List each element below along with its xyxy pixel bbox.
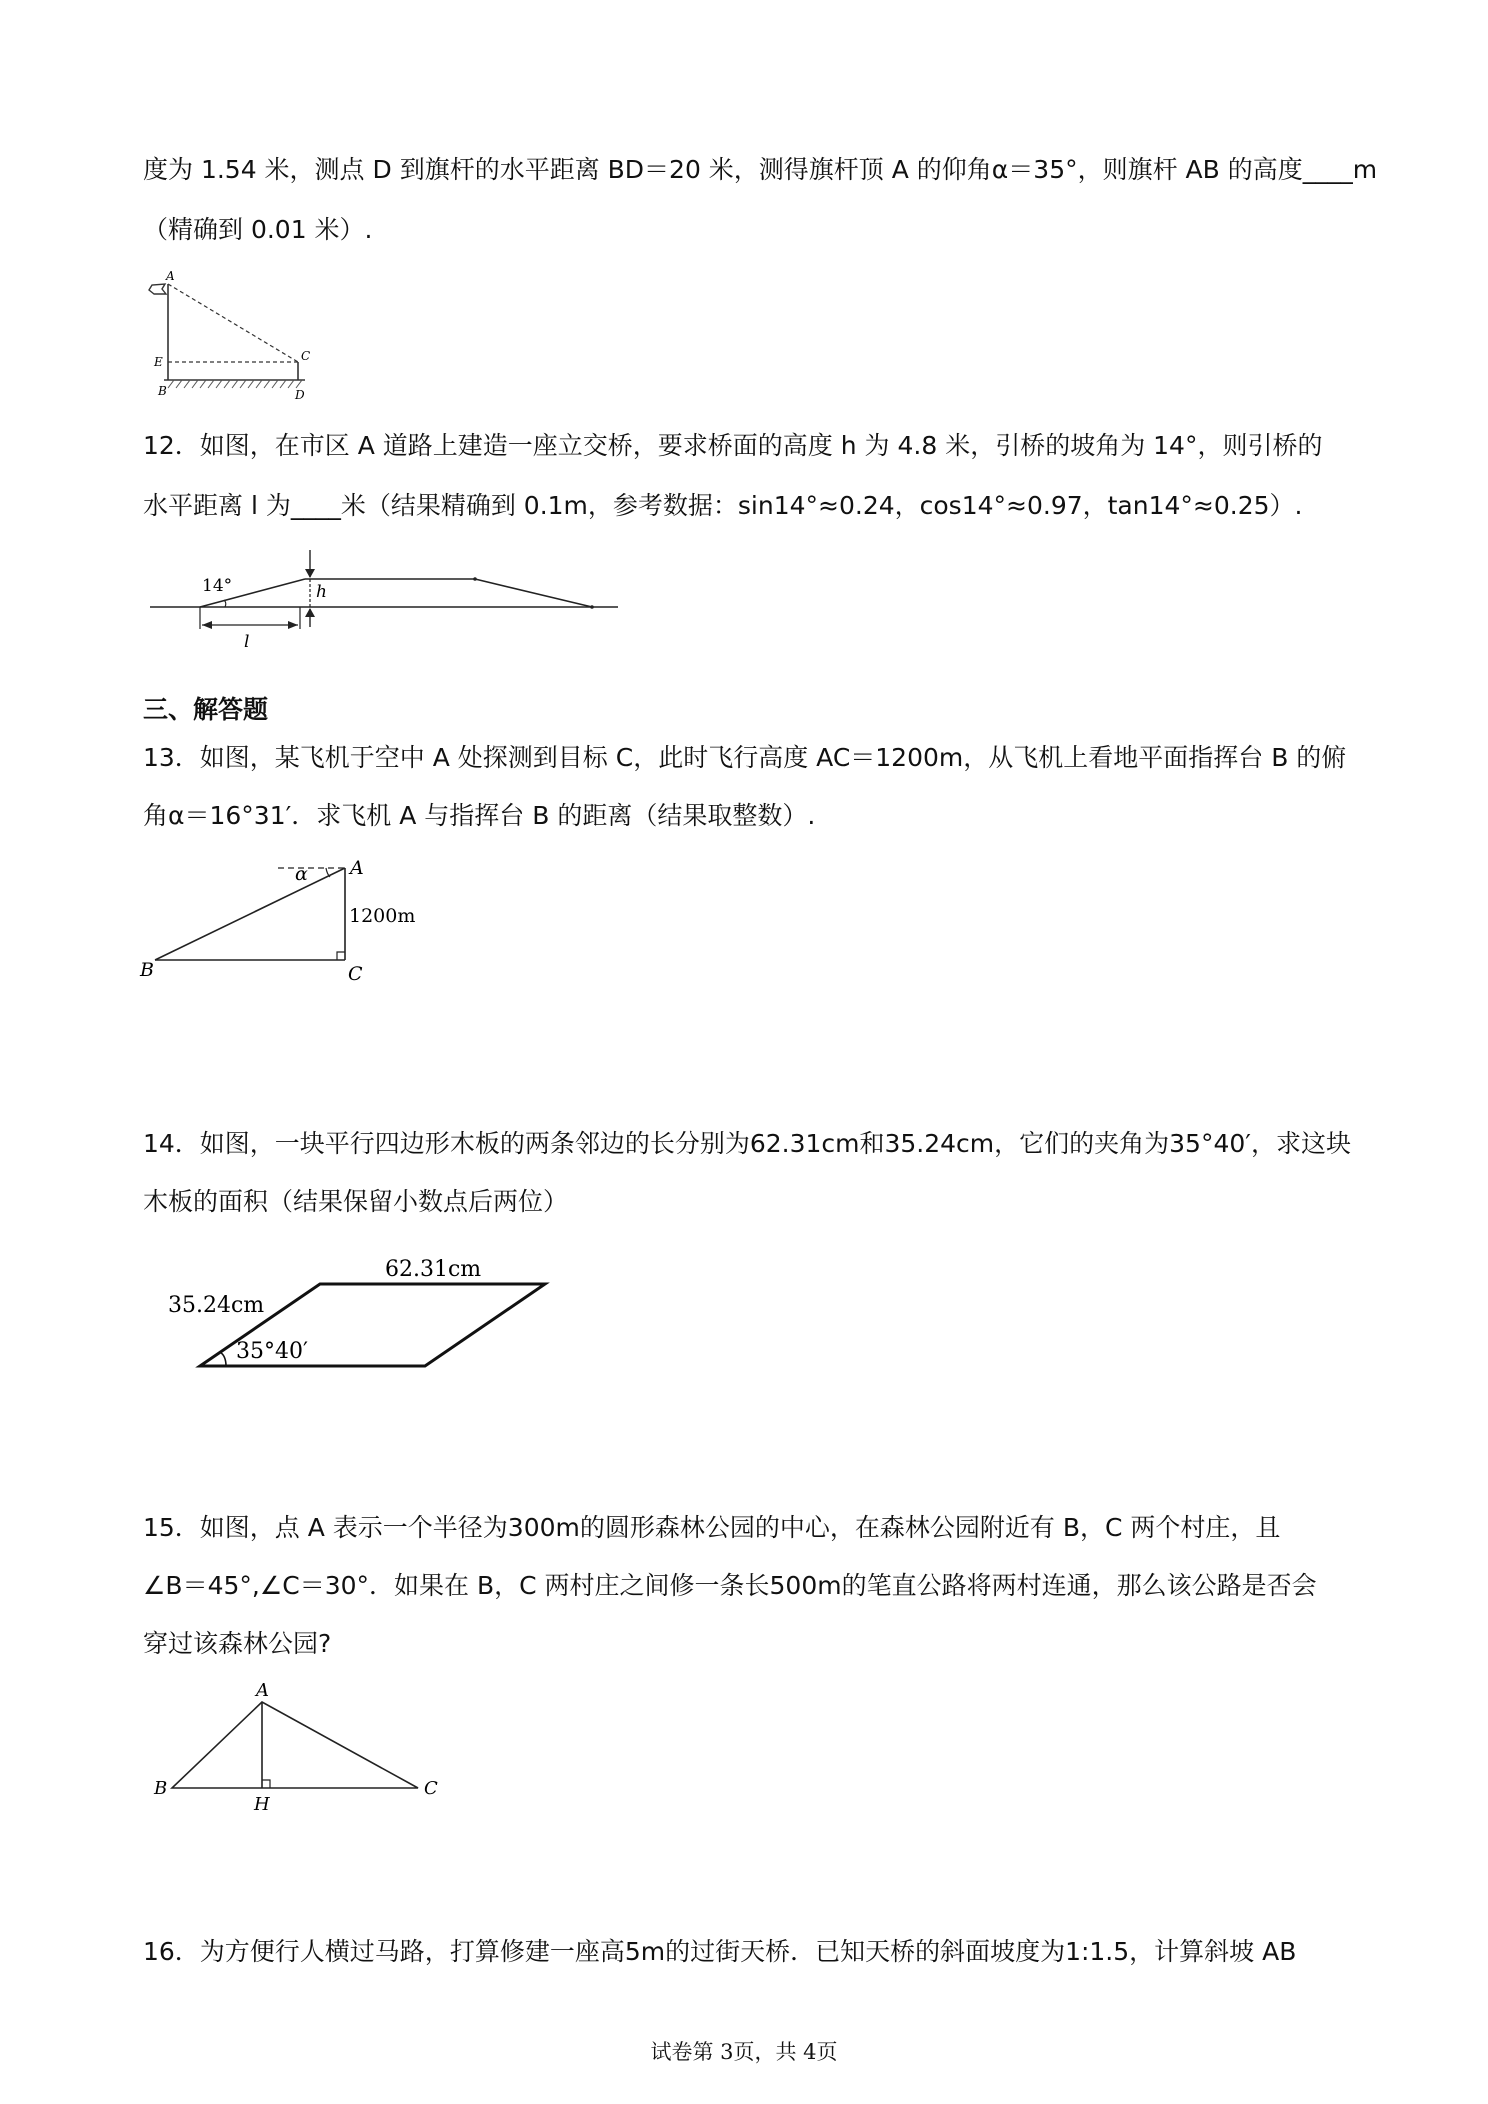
q11-label-d: D xyxy=(295,388,305,402)
q12-angle-label: 14° xyxy=(202,576,233,596)
q12-h-label: h xyxy=(316,582,327,602)
q11-label-b: B xyxy=(158,384,167,398)
q14-text-line-1: 14．如图，一块平行四边形木板的两条邻边的长分别为62.31cm和35.24cm，它们的夹角为35°40′，求这块 xyxy=(143,1129,1351,1158)
q12-figure xyxy=(140,545,630,655)
q12-l-label: l xyxy=(244,632,250,652)
q14-side-label: 35.24cm xyxy=(168,1293,265,1318)
q12-text-line-1: 12．如图，在市区 A 道路上建造一座立交桥，要求桥面的高度 h 为 4.8 米，引桥的坡角为 14°，则引桥的 xyxy=(143,431,1323,460)
q13-figure xyxy=(130,850,450,1000)
q16-text-line-1: 16．为方便行人横过马路，打算修建一座高5m的过街天桥．已知天桥的斜面坡度为1:1.5，计算斜坡 AB xyxy=(143,1937,1297,1966)
q11-text-line-2: （精确到 0.01 米）. xyxy=(143,215,373,244)
q15-label-h: H xyxy=(254,1794,270,1815)
q15-label-a: A xyxy=(256,1680,269,1701)
q15-text-line-3: 穿过该森林公园? xyxy=(143,1629,332,1658)
q15-text-line-1: 15．如图，点 A 表示一个半径为300m的圆形森林公园的中心，在森林公园附近有 B，C 两个村庄，且 xyxy=(143,1513,1281,1542)
q13-height-label: 1200m xyxy=(349,905,416,927)
page-footer: 试卷第 3页，共 4页 xyxy=(650,2040,838,2064)
q12-text-line-2: 水平距离 l 为____米（结果精确到 0.1m，参考数据：sin14°≈0.24，cos14°≈0.97，tan14°≈0.25）. xyxy=(143,491,1303,520)
q14-figure xyxy=(140,1240,560,1380)
q13-text-line-2: 角α＝16°31′．求飞机 A 与指挥台 B 的距离（结果取整数）. xyxy=(143,801,816,830)
q13-label-c: C xyxy=(348,963,363,985)
q14-text-line-2: 木板的面积（结果保留小数点后两位） xyxy=(143,1187,569,1216)
q13-text-line-1: 13．如图，某飞机于空中 A 处探测到目标 C，此时飞行高度 AC＝1200m，从飞机上看地平面指挥台 B 的俯 xyxy=(143,743,1347,772)
section-heading-answers: 三、解答题 xyxy=(143,695,269,724)
q11-figure xyxy=(140,268,340,408)
q15-label-c: C xyxy=(424,1778,438,1799)
q13-label-a: A xyxy=(350,857,364,879)
q11-label-c: C xyxy=(301,349,311,363)
q15-label-b: B xyxy=(154,1778,168,1799)
q13-alpha-label: α xyxy=(295,863,308,885)
q13-label-b: B xyxy=(140,959,154,981)
q11-label-e: E xyxy=(154,355,163,369)
q15-text-line-2: ∠B＝45°,∠C＝30°．如果在 B，C 两村庄之间修一条长500m的笔直公路将两村连通，那么该公路是否会 xyxy=(143,1571,1317,1600)
q14-angle-label: 35°40′ xyxy=(236,1339,308,1364)
q11-label-a: A xyxy=(166,269,175,283)
q14-top-label: 62.31cm xyxy=(385,1257,482,1282)
q15-figure xyxy=(140,1680,460,1830)
q11-text-line-1: 度为 1.54 米，测点 D 到旗杆的水平距离 BD＝20 米，测得旗杆顶 A 的仰角α＝35°，则旗杆 AB 的高度____m xyxy=(143,155,1378,184)
